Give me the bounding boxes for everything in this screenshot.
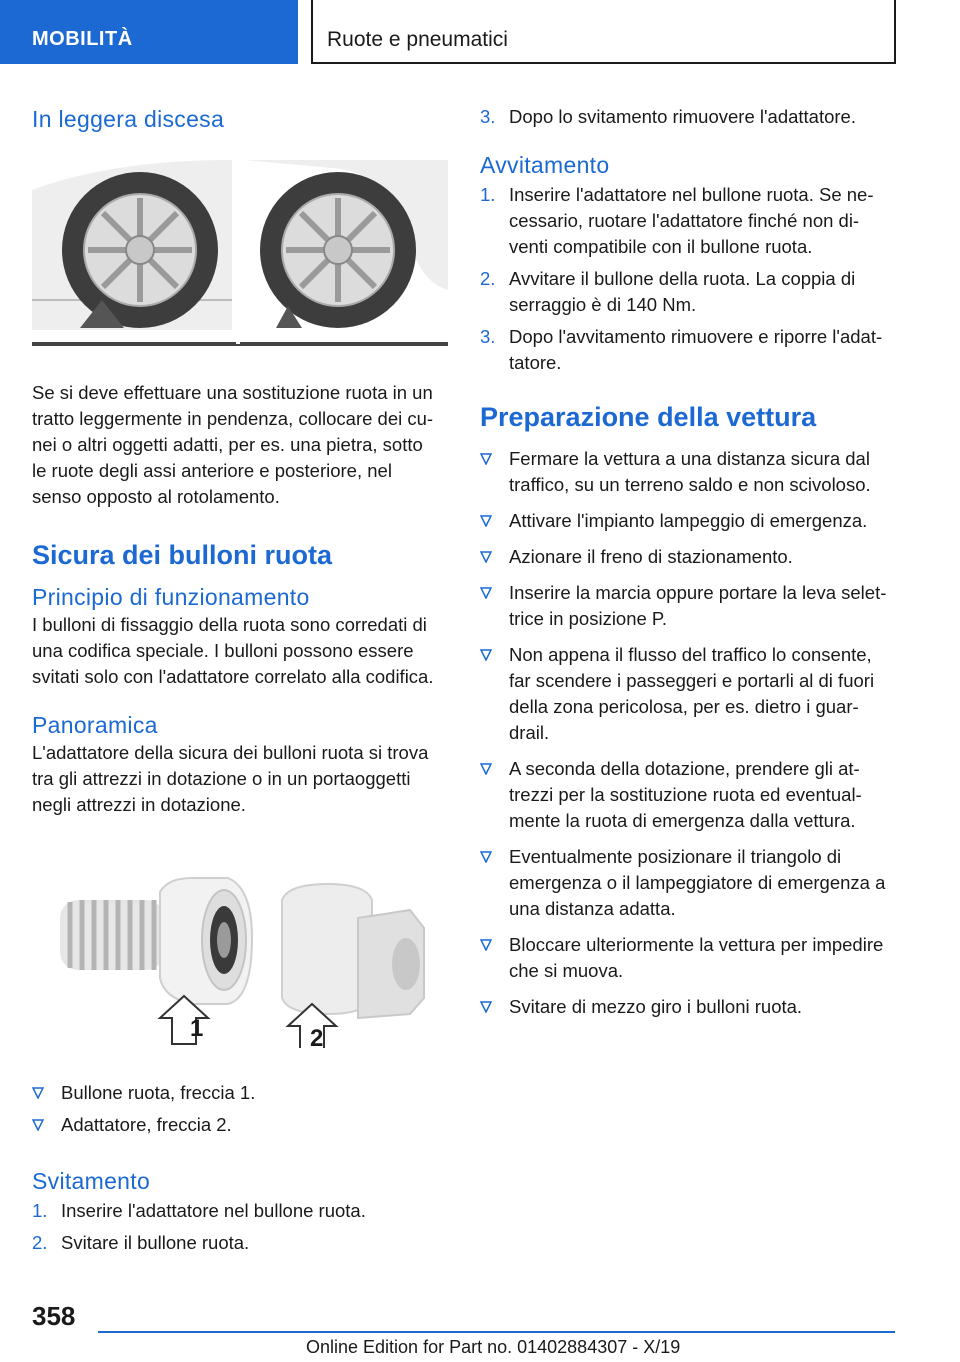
arrow-label-2: 2	[310, 1025, 324, 1048]
paragraph-panoramica	[32, 740, 450, 818]
step-number: 3.	[480, 106, 496, 127]
step-number: 1.	[32, 1200, 48, 1221]
step-item	[480, 104, 900, 130]
step-item	[32, 1198, 450, 1224]
list-item-text: Non appena il flusso del traffico lo consente,	[509, 644, 872, 665]
triangle-bullet-icon	[480, 763, 492, 775]
triangle-bullet-icon	[480, 1001, 492, 1013]
text-line: tra gli attrezzi in dotazione o in un portaoggetti	[32, 768, 411, 789]
text-line: le ruote degli assi anteriore e posteriore, nel	[32, 460, 392, 481]
preparazione-list	[480, 446, 900, 1020]
step-text: Dopo l'avvitamento rimuovere e riporre l'adat‐	[509, 326, 883, 347]
step-text: cessario, ruotare l'adattatore finché non di‐	[509, 210, 860, 231]
footer-edition: Online Edition for Part no. 01402884307 - X/19	[306, 1337, 681, 1357]
step-item	[480, 324, 900, 376]
triangle-bullet-icon	[480, 851, 492, 863]
list-item-text: trezzi per la sostituzione ruota ed eventual‐	[509, 784, 862, 805]
list-item-text: Fermare la vettura a una distanza sicura dal	[509, 448, 870, 469]
list-item	[480, 508, 900, 534]
list-item-text: Azionare il freno di stazionamento.	[509, 546, 793, 567]
step-item	[480, 182, 900, 260]
avvitamento-steps	[480, 182, 900, 376]
list-item-text: A seconda della dotazione, prendere gli at‐	[509, 758, 860, 779]
list-item	[480, 580, 900, 632]
step-text: Inserire l'adattatore nel bullone ruota.	[61, 1200, 366, 1221]
triangle-bullet-icon	[480, 587, 492, 599]
triangle-bullet-icon	[480, 939, 492, 951]
heading-leggera-discesa: In leggera discesa	[32, 106, 225, 132]
text-line: una codifica speciale. I bulloni possono essere	[32, 640, 414, 661]
list-item-text: Bloccare ulteriormente la vettura per impedire	[509, 934, 884, 955]
step-text: Svitare il bullone ruota.	[61, 1232, 250, 1253]
step-text: Inserire l'adattatore nel bullone ruota. Se ne‐	[509, 184, 874, 205]
text-line: senso opposto al rotolamento.	[32, 486, 280, 507]
heading-svitamento: Svitamento	[32, 1168, 151, 1194]
list-item-text: drail.	[509, 722, 550, 743]
page-number: 358	[32, 1301, 76, 1331]
list-item-text: trice in posizione P.	[509, 608, 668, 629]
triangle-bullet-icon	[480, 551, 492, 563]
text-line: Se si deve effettuare una sostituzione ruota in un	[32, 382, 433, 403]
bolt-adapter-icon	[32, 848, 448, 1048]
triangle-bullet-icon	[480, 453, 492, 465]
list-item-text: Svitare di mezzo giro i bulloni ruota.	[509, 996, 803, 1017]
legend-list	[32, 1080, 450, 1138]
heading-avvitamento: Avvitamento	[480, 152, 610, 178]
list-item	[32, 1080, 450, 1106]
text-line: nei o altri oggetti adatti, per es. una pietra, sotto	[32, 434, 423, 455]
text-line: I bulloni di fissaggio della ruota sono corredati di	[32, 614, 427, 635]
list-item-text: Bullone ruota, freccia 1.	[61, 1082, 256, 1103]
text-line: negli attrezzi in dotazione.	[32, 794, 246, 815]
step-number: 2.	[32, 1232, 48, 1253]
right-column	[480, 96, 900, 1020]
step-text: Avvitare il bullone della ruota. La coppia di	[509, 268, 856, 289]
step-item	[32, 1230, 450, 1256]
footer-divider	[98, 1331, 895, 1333]
triangle-bullet-icon	[32, 1119, 44, 1131]
text-line: tratto leggermente in pendenza, collocare dei cu‐	[32, 408, 434, 429]
list-item	[32, 1112, 450, 1138]
svitamento-steps	[32, 1198, 450, 1256]
text-line: L'adattatore della sicura dei bulloni ruota si trova	[32, 742, 429, 763]
list-item	[480, 756, 900, 834]
step-text: Dopo lo svitamento rimuovere l'adattatore.	[509, 106, 856, 127]
list-item-text: traffico, su un terreno saldo e non scivoloso.	[509, 474, 871, 495]
list-item-text: Attivare l'impianto lampeggio di emergenza.	[509, 510, 868, 531]
triangle-bullet-icon	[32, 1087, 44, 1099]
heading-preparazione: Preparazione della vettura	[480, 402, 817, 432]
heading-panoramica: Panoramica	[32, 712, 158, 738]
step-text: venti compatibile con il bullone ruota.	[509, 236, 813, 257]
step-number: 2.	[480, 268, 496, 289]
chapter-tab	[0, 0, 298, 64]
chapter-title: MOBILITÀ	[32, 28, 133, 50]
arrow-label-1: 1	[190, 1015, 204, 1042]
list-item	[480, 544, 900, 570]
section-title: Ruote e pneumatici	[327, 28, 508, 51]
list-item	[480, 642, 900, 746]
list-item-text: Adattatore, freccia 2.	[61, 1114, 232, 1135]
bolt-adapter-illustration	[32, 848, 448, 1048]
step-number: 3.	[480, 326, 496, 347]
wheel-chock-icon	[32, 150, 448, 350]
paragraph-principio	[32, 612, 450, 690]
list-item	[480, 446, 900, 498]
step-item	[480, 266, 900, 318]
step-text: tatore.	[509, 352, 562, 373]
list-item-text: Eventualmente posizionare il triangolo di	[509, 846, 842, 867]
paragraph-discesa	[32, 380, 450, 510]
step-number: 1.	[480, 184, 496, 205]
list-item-text: della zona pericolosa, per es. dietro i guar‐	[509, 696, 859, 717]
text-line: svitati solo con l'adattatore correlato alla codifica.	[32, 666, 434, 687]
list-item-text: far scendere i passeggeri e portarli al di fuori	[509, 670, 875, 691]
section-tab	[311, 0, 896, 64]
list-item-text: che si muova.	[509, 960, 624, 981]
list-item	[480, 844, 900, 922]
heading-principio: Principio di funzionamento	[32, 584, 310, 610]
list-item-text: mente la ruota di emergenza dalla vettura.	[509, 810, 856, 831]
wheel-chock-illustration	[32, 150, 448, 350]
triangle-bullet-icon	[480, 649, 492, 661]
triangle-bullet-icon	[480, 515, 492, 527]
list-item	[480, 994, 900, 1020]
list-item-text: emergenza o il lampeggiatore di emergenza a	[509, 872, 886, 893]
list-item-text: Inserire la marcia oppure portare la leva selet‐	[509, 582, 887, 603]
heading-sicura-bulloni: Sicura dei bulloni ruota	[32, 540, 333, 570]
list-item-text: una distanza adatta.	[509, 898, 676, 919]
left-column	[32, 96, 450, 1256]
list-item	[480, 932, 900, 984]
step-text: serraggio è di 140 Nm.	[509, 294, 697, 315]
